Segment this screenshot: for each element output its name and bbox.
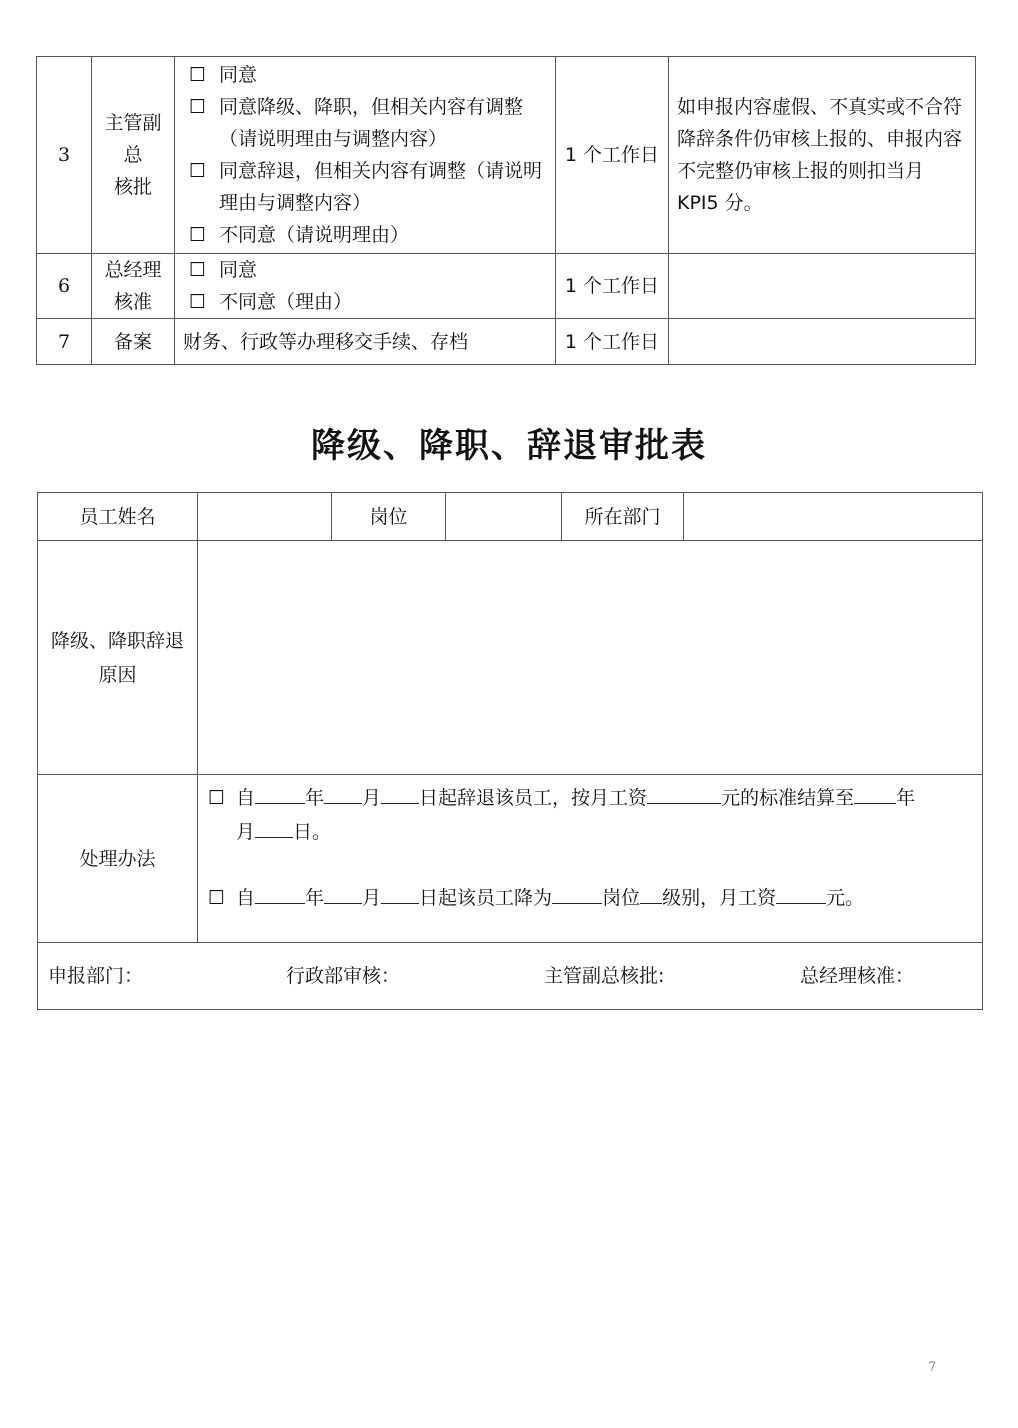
department-label: 所在部门 xyxy=(562,493,684,541)
step-number: 3 xyxy=(37,57,92,254)
reason-label-line: 原因 xyxy=(98,663,137,686)
table-row xyxy=(37,57,976,254)
approval-form xyxy=(37,492,983,1010)
vp-approval-signature[interactable]: 主管副总核批: xyxy=(544,965,665,987)
step-number: 7 xyxy=(37,319,92,365)
signature-cell xyxy=(38,943,983,1010)
reason-label-line: 降级、降职辞退 xyxy=(50,629,184,652)
position-field[interactable] xyxy=(446,493,562,541)
position-blank[interactable] xyxy=(552,881,602,904)
table-row xyxy=(37,319,976,365)
salary-blank[interactable] xyxy=(776,881,826,904)
role-cell xyxy=(92,57,175,254)
role-line: 核批 xyxy=(113,176,152,198)
year-blank[interactable] xyxy=(854,781,896,804)
role-cell xyxy=(92,319,175,365)
applicant-dept-signature[interactable]: 申报部门： xyxy=(48,965,144,987)
option-agree: ☐ 同意 xyxy=(181,59,549,91)
option-agree-adjust-demotion: ☐ 同意降级、降职，但相关内容有调整（请说明理由与调整内容） xyxy=(181,91,549,155)
level-blank[interactable] xyxy=(640,881,662,904)
role-cell xyxy=(92,254,175,319)
option-agree-adjust-dismissal: ☐ 同意辞退，但相关内容有调整（请说明理由与调整内容） xyxy=(181,155,549,219)
day-blank[interactable] xyxy=(381,881,419,904)
day-blank[interactable] xyxy=(381,781,419,804)
checkbox-icon[interactable]: ☐ xyxy=(208,787,226,809)
day-blank[interactable] xyxy=(255,815,293,838)
time-cell: 1 个工作日 xyxy=(556,319,669,365)
option-agree: ☐ 同意 xyxy=(181,254,549,286)
page-title: 降级、降职、辞退审批表 xyxy=(311,426,707,466)
step-number: 6 xyxy=(37,254,92,319)
employee-info-row xyxy=(38,493,983,541)
options-cell xyxy=(175,57,556,254)
checkbox-icon[interactable]: ☐ xyxy=(208,887,226,909)
page-number: 7 xyxy=(928,1360,937,1375)
dismissal-option: ☐ 自 年 月 日起辞退该员工，按月工资 元的标准结算至 年 月 日。 xyxy=(208,779,974,849)
checkbox-icon[interactable]: ☐ xyxy=(189,291,207,313)
options-cell xyxy=(175,254,556,319)
department-field[interactable] xyxy=(684,493,983,541)
role-line: 总 xyxy=(123,144,143,166)
employee-name-field[interactable] xyxy=(198,493,332,541)
approval-flow-table xyxy=(36,56,976,365)
handling-row xyxy=(38,775,983,943)
month-blank[interactable] xyxy=(324,781,362,804)
time-cell: 1 个工作日 xyxy=(556,57,669,254)
role-line: 总经理 xyxy=(104,259,162,281)
demotion-option: ☐ 自 年 月 日起该员工降为 岗位 级别，月工资 元。 xyxy=(208,849,974,915)
checkbox-icon[interactable]: ☐ xyxy=(189,259,207,281)
role-line: 备案 xyxy=(113,330,152,353)
content-cell: 财务、行政等办理移交手续、存档 xyxy=(175,319,556,365)
month-blank[interactable] xyxy=(324,881,362,904)
handling-options xyxy=(198,775,983,943)
employee-name-label: 员工姓名 xyxy=(38,493,198,541)
note-cell xyxy=(669,319,976,365)
reason-label xyxy=(38,541,198,775)
time-cell: 1 个工作日 xyxy=(556,254,669,319)
year-blank[interactable] xyxy=(255,881,305,904)
note-cell xyxy=(669,254,976,319)
handling-label: 处理办法 xyxy=(38,775,198,943)
role-line: 主管副 xyxy=(104,112,162,134)
salary-blank[interactable] xyxy=(647,781,721,804)
checkbox-icon[interactable]: ☐ xyxy=(189,224,207,246)
admin-review-signature[interactable]: 行政部审核： xyxy=(286,965,401,987)
option-disagree: ☐ 不同意（请说明理由） xyxy=(181,219,549,251)
checkbox-icon[interactable]: ☐ xyxy=(189,64,207,86)
position-label: 岗位 xyxy=(332,493,446,541)
table-row xyxy=(37,254,976,319)
reason-row xyxy=(38,541,983,775)
reason-field[interactable] xyxy=(198,541,983,775)
signature-row xyxy=(38,943,983,1010)
note-cell: 如申报内容虚假、不真实或不合符降辞条件仍审核上报的、申报内容不完整仍审核上报的则扣当月 KPI5 分。 xyxy=(669,57,976,254)
checkbox-icon[interactable]: ☐ xyxy=(189,160,207,182)
role-line: 核准 xyxy=(113,291,152,313)
gm-approval-signature[interactable]: 总经理核准： xyxy=(800,965,915,987)
year-blank[interactable] xyxy=(255,781,305,804)
option-disagree: ☐ 不同意（理由） xyxy=(181,286,549,318)
checkbox-icon[interactable]: ☐ xyxy=(189,96,207,118)
